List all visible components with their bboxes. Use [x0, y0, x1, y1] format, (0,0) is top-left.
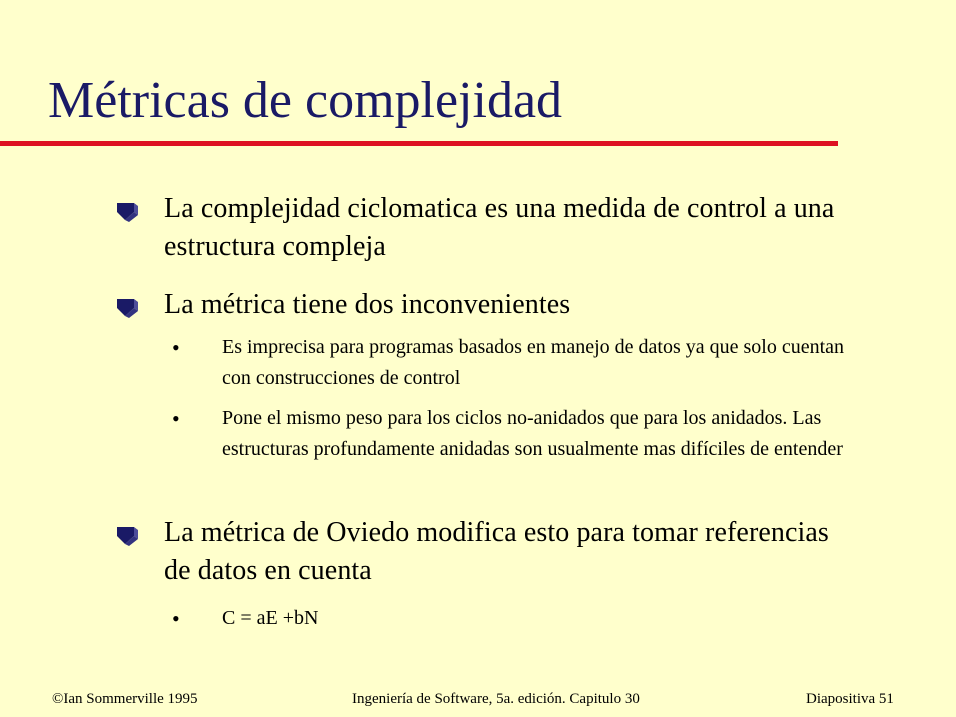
- bullet-text: La complejidad ciclomatica es una medida de control a una estructura compleja: [164, 193, 835, 262]
- bullet-item: [114, 514, 854, 590]
- footer-book-title: Ingeniería de Software, 5a. edición. Capitulo 30: [352, 691, 640, 707]
- sub-bullet-item: [172, 603, 862, 634]
- footer-slide-number: Diapositiva 51: [806, 691, 894, 707]
- sub-bullet-item: [172, 332, 862, 394]
- sub-bullet-text: Es imprecisa para programas basados en manejo de datos ya que solo cuentan con construcciones de control: [222, 336, 845, 389]
- diamond-u-bullet-icon: [114, 200, 140, 222]
- slide-title: Métricas de complejidad: [48, 72, 563, 129]
- sub-bullet-item: [172, 403, 862, 465]
- title-underline: [0, 141, 838, 146]
- sub-bullet-text: Pone el mismo peso para los ciclos no-anidados que para los anidados. Las estructuras profundamente anidadas son usualmente mas difíciles de entender: [222, 407, 843, 460]
- sub-bullet-dot: •: [172, 606, 180, 631]
- bullet-item: [114, 190, 854, 266]
- bullet-item: [114, 286, 854, 324]
- footer-copyright: ©Ian Sommerville 1995: [52, 691, 198, 707]
- diamond-u-bullet-icon: [114, 524, 140, 546]
- sub-bullet-text: C = aE +bN: [222, 607, 319, 629]
- bullet-text: La métrica de Oviedo modifica esto para tomar referencias de datos en cuenta: [164, 517, 829, 586]
- sub-bullet-dot: •: [172, 335, 180, 360]
- sub-bullet-dot: •: [172, 406, 180, 431]
- diamond-u-bullet-icon: [114, 296, 140, 318]
- bullet-text: La métrica tiene dos inconvenientes: [164, 289, 571, 320]
